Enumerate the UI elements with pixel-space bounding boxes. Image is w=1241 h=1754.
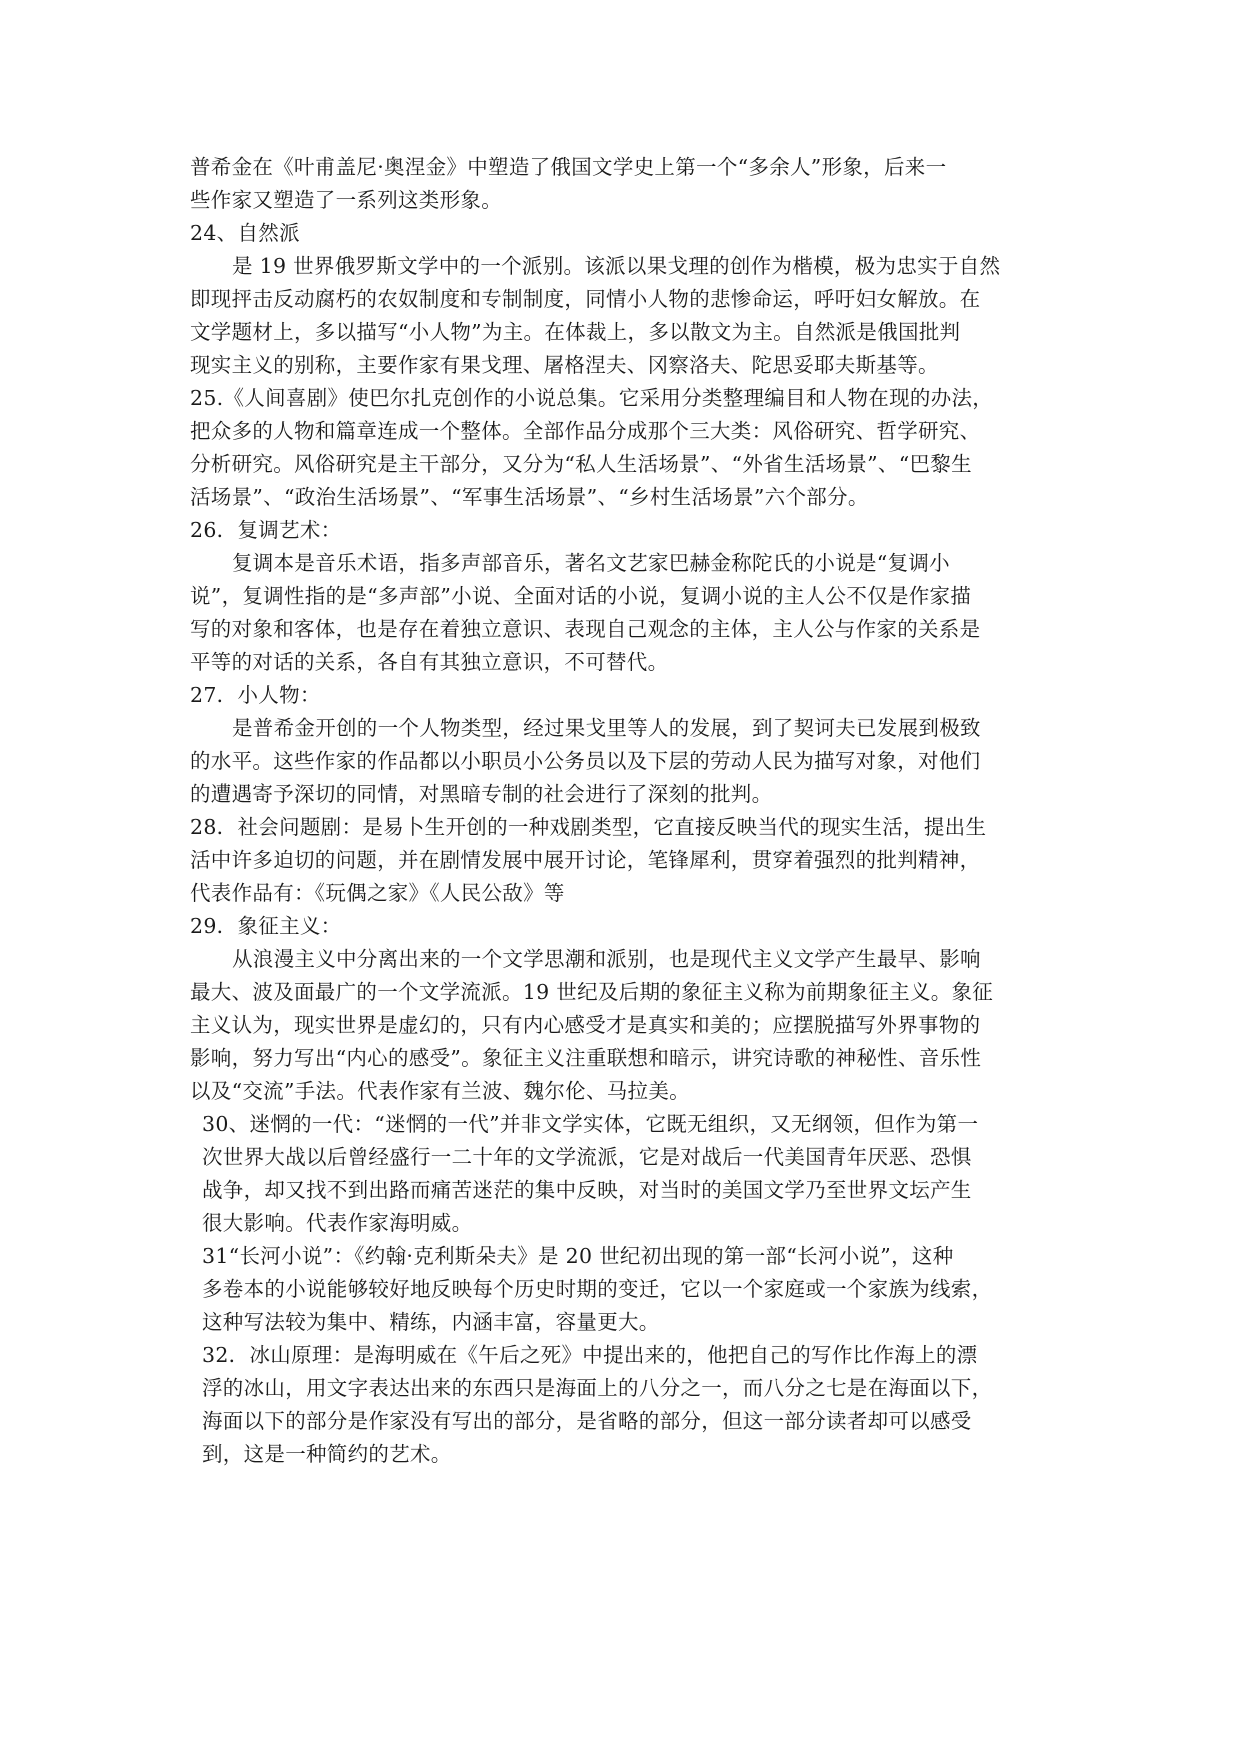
section-27-little-man — [190, 679, 1040, 811]
section-24-naturalism — [190, 217, 1040, 382]
section-30-lost-generation — [190, 1108, 1052, 1240]
text-line: 海面以下的部分是作家没有写出的部分，是省略的部分，但这一部分读者却可以感受 — [202, 1409, 972, 1433]
text-line: 主义认为，现实世界是虚幻的，只有内心感受才是真实和美的；应摆脱描写外界事物的 — [190, 1013, 981, 1037]
section-26-polyphony — [190, 514, 1040, 679]
section-28-problem-play — [190, 811, 1040, 910]
section-23-continuation — [190, 151, 1040, 217]
text-line: 是普希金开创的一个人物类型，经过果戈里等人的发展，到了契诃夫已发展到极致 — [232, 716, 981, 740]
text-line: 32．冰山原理：是海明威在《午后之死》中提出来的，他把自己的写作比作海上的漂 — [202, 1343, 978, 1367]
section-heading: 29．象征主义： — [190, 914, 342, 938]
text-line: 说”，复调性指的是“多声部”小说、全面对话的小说，复调小说的主人公不仅是作家描 — [190, 584, 972, 608]
text-line: 28．社会问题剧：是易卜生开创的一种戏剧类型，它直接反映当代的现实生活，提出生 — [190, 815, 987, 839]
text-line: 这种写法较为集中、精练，内涵丰富，容量更大。 — [202, 1310, 660, 1334]
section-32-iceberg-theory — [190, 1339, 1052, 1471]
text-line: 代表作品有：《玩偶之家》《人民公敌》等 — [190, 881, 565, 905]
section-25-human-comedy — [190, 382, 1040, 514]
text-line: 从浪漫主义中分离出来的一个文学思潮和派别，也是现代主义文学产生最早、影响 — [232, 947, 981, 971]
text-line: 平等的对话的关系，各自有其独立意识，不可替代。 — [190, 650, 669, 674]
text-line: 的水平。这些作家的作品都以小职员小公务员以及下层的劳动人民为描写对象，对他们 — [190, 749, 981, 773]
text-line: 现实主义的别称，主要作家有果戈理、屠格涅夫、冈察洛夫、陀思妥耶夫斯基等。 — [190, 353, 939, 377]
text-line: 多卷本的小说能够较好地反映每个历史时期的变迁，它以一个家庭或一个家族为线索， — [202, 1277, 993, 1301]
text-line: 是 19 世界俄罗斯文学中的一个派别。该派以果戈理的创作为楷模，极为忠实于自然 — [232, 254, 1001, 278]
text-line: 复调本是音乐术语，指多声部音乐，著名文艺家巴赫金称陀氏的小说是“复调小 — [232, 551, 950, 575]
text-line: 分析研究。风俗研究是主干部分，又分为“私人生活场景”、“外省生活场景”、“巴黎生 — [190, 452, 972, 476]
text-line: 最大、波及面最广的一个文学流派。19 世纪及后期的象征主义称为前期象征主义。象征 — [190, 980, 994, 1004]
text-line: 文学题材上，多以描写“小人物”为主。在体裁上，多以散文为主。自然派是俄国批判 — [190, 320, 961, 344]
text-line: 活中许多迫切的问题，并在剧情发展中展开讨论，笔锋犀利，贯穿着强烈的批判精神， — [190, 848, 981, 872]
text-line: 写的对象和客体，也是存在着独立意识、表现自己观念的主体，主人公与作家的关系是 — [190, 617, 981, 641]
text-line: 普希金在《叶甫盖尼·奥涅金》中塑造了俄国文学史上第一个“多余人”形象，后来一 — [190, 155, 947, 179]
section-29-symbolism — [190, 910, 1040, 1108]
text-line: 即现抨击反动腐朽的农奴制度和专制制度，同情小人物的悲惨命运，呼吁妇女解放。在 — [190, 287, 981, 311]
text-line: 浮的冰山，用文字表达出来的东西只是海面上的八分之一，而八分之七是在海面以下， — [202, 1376, 993, 1400]
text-line: 25.《人间喜剧》使巴尔扎克创作的小说总集。它采用分类整理编目和人物在现的办法， — [190, 386, 994, 410]
section-heading: 24、自然派 — [190, 221, 300, 245]
section-heading: 26．复调艺术： — [190, 518, 342, 542]
section-heading: 27．小人物： — [190, 683, 321, 707]
text-line: 31“长河小说”：《约翰·克利斯朵夫》是 20 世纪初出现的第一部“长河小说”，这种 — [202, 1244, 954, 1268]
text-line: 影响，努力写出“内心的感受”。象征主义注重联想和暗示，讲究诗歌的神秘性、音乐性 — [190, 1046, 982, 1070]
text-line: 很大影响。代表作家海明威。 — [202, 1211, 473, 1235]
text-line: 活场景”、“政治生活场景”、“军事生活场景”、“乡村生活场景”六个部分。 — [190, 485, 869, 509]
text-line: 30、迷惘的一代：“迷惘的一代”并非文学实体，它既无组织，又无纲领，但作为第一 — [202, 1112, 979, 1136]
text-line: 把众多的人物和篇章连成一个整体。全部作品分成那个三大类：风俗研究、哲学研究、 — [190, 419, 981, 443]
text-line: 的遭遇寄予深切的同情，对黑暗专制的社会进行了深刻的批判。 — [190, 782, 773, 806]
text-line: 战争，却又找不到出路而痛苦迷茫的集中反映，对当时的美国文学乃至世界文坛产生 — [202, 1178, 972, 1202]
text-line: 次世界大战以后曾经盛行一二十年的文学流派，它是对战后一代美国青年厌恶、恐惧 — [202, 1145, 972, 1169]
text-line: 到，这是一种简约的艺术。 — [202, 1442, 452, 1466]
text-line: 些作家又塑造了一系列这类形象。 — [190, 188, 502, 212]
text-line: 以及“交流”手法。代表作家有兰波、魏尔伦、马拉美。 — [190, 1079, 690, 1103]
section-31-roman-fleuve — [190, 1240, 1052, 1339]
